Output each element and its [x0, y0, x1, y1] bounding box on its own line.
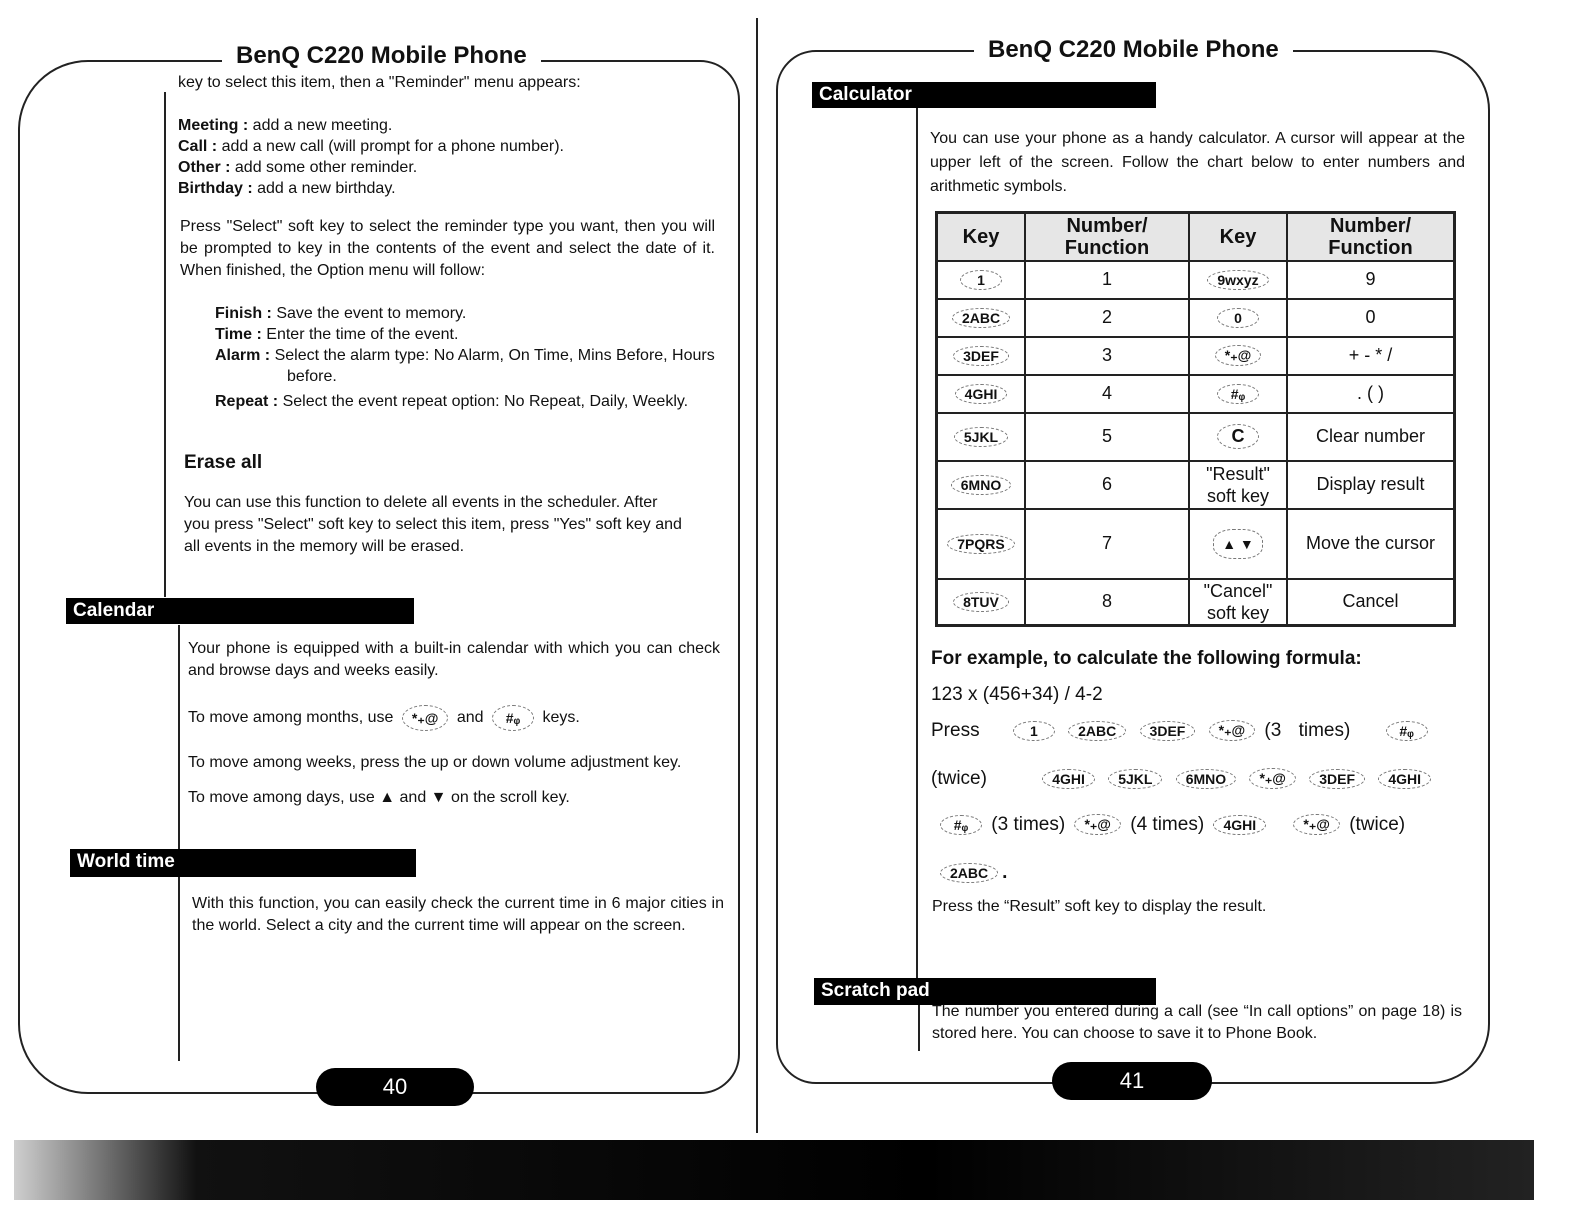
key-1-icon: 1	[1013, 721, 1055, 741]
option-repeat: Repeat : Select the event repeat option: No Repeat, Daily, Weekly.	[215, 393, 689, 410]
table-row: 4GHI 4 #ᵩ . ( )	[937, 375, 1455, 413]
clear-key-icon: C	[1217, 424, 1259, 449]
key-1-icon: 1	[960, 270, 1002, 290]
table-row: 8TUV 8 "Cancel" soft key Cancel	[937, 579, 1455, 626]
right-page-number: 41	[1052, 1062, 1212, 1100]
key-4-icon: 4GHI	[1378, 769, 1431, 789]
scroll-key-icon: ▲ ▼	[1213, 529, 1263, 559]
reminder-other: Other : add some other reminder.	[178, 159, 418, 176]
table-row: 6MNO 6 "Result" soft key Display result	[937, 461, 1455, 509]
key-2-icon: 2ABC	[940, 863, 998, 883]
calendar-weeks-line: To move among weeks, press the up or down volume adjustment key.	[188, 754, 682, 771]
calendar-days-line: To move among days, use ▲ and ▼ on the scroll key.	[188, 789, 570, 806]
erase-all-text: You can use this function to delete all events in the scheduler. After you press "Select" soft key to select this item, press "Yes" soft key and all events in the memory will be erased.	[184, 494, 682, 555]
col-header-function-2: Number/ Function	[1287, 213, 1455, 261]
key-4-icon: 4GHI	[1213, 815, 1266, 835]
calendar-section-bar: Calendar	[66, 598, 414, 624]
key-4-icon: 4GHI	[1042, 769, 1095, 789]
reminder-type-list	[178, 115, 718, 199]
right-page-header: BenQ C220 Mobile Phone	[974, 36, 1293, 64]
world-time-section-bar: World time	[70, 849, 416, 877]
key-star-icon: *₊@	[1209, 720, 1256, 741]
key-4-icon: 4GHI	[955, 384, 1008, 404]
option-finish: Finish : Save the event to memory.	[215, 305, 467, 322]
calendar-months-line: To move among months, use *₊@ and #ᵩ keys.	[188, 705, 728, 731]
calendar-text: Your phone is equipped with a built-in calendar with which you can check and browse days and weeks easily.	[188, 640, 720, 679]
key-2-icon: 2ABC	[1068, 721, 1126, 741]
col-header-function: Number/ Function	[1025, 213, 1189, 261]
erase-all-heading: Erase all	[184, 452, 263, 473]
right-content-rule	[916, 108, 918, 978]
calculator-section-bar: Calculator	[812, 82, 1156, 108]
key-6-icon: 6MNO	[951, 475, 1011, 495]
select-paragraph: Press "Select" soft key to select the reminder type you want, then you will be prompted to key in the contents of the event and select the date of it. When finished, the Option menu will follow:	[180, 218, 715, 279]
key-star-icon: *₊@	[1249, 768, 1296, 789]
key-7-icon: 7PQRS	[947, 534, 1014, 554]
key-star-icon: *₊@	[1215, 345, 1262, 366]
key-3-icon: 3DEF	[1309, 769, 1365, 789]
table-row: 7PQRS 7 ▲ ▼ Move the cursor	[937, 509, 1455, 579]
left-page-number: 40	[316, 1068, 474, 1106]
option-alarm: Alarm : Select the alarm type: No Alarm, On Time, Mins Before, Hours before.	[215, 347, 715, 385]
col-header-key-2: Key	[1189, 213, 1287, 261]
scratch-pad-text: The number you entered during a call (see “In call options” on page 18) is stored here. You can choose to save it to Phone Book.	[932, 1003, 1462, 1042]
key-star-icon: *₊@	[1074, 814, 1121, 835]
example-heading: For example, to calculate the following formula:	[931, 648, 1362, 669]
reminder-meeting: Meeting : add a new meeting.	[178, 117, 393, 134]
calculator-intro: You can use your phone as a handy calculator. A cursor will appear at the upper left of the screen. Follow the chart below to enter numbers and arithmetic symbols.	[930, 130, 1465, 195]
key-star-icon: *₊@	[1293, 814, 1340, 835]
star-key-icon: *₊@	[402, 705, 449, 731]
left-page-header: BenQ C220 Mobile Phone	[222, 42, 541, 70]
result-soft-key: "Result" soft key	[1189, 461, 1287, 509]
key-5-icon: 5JKL	[1108, 769, 1162, 789]
key-8-icon: 8TUV	[953, 592, 1009, 612]
key-5-icon: 5JKL	[954, 427, 1008, 447]
key-hash-icon: #ᵩ	[940, 815, 982, 835]
example-formula: 123 x (456+34) / 4-2	[931, 684, 1103, 705]
result-instruction: Press the “Result” soft key to display the result.	[932, 898, 1267, 915]
cancel-soft-key: "Cancel" soft key	[1189, 579, 1287, 626]
table-row: 3DEF 3 *₊@ + - * /	[937, 337, 1455, 375]
key-2-icon: 2ABC	[952, 308, 1010, 328]
key-0-icon: 0	[1217, 308, 1259, 328]
example-line-4: 2ABC .	[936, 862, 1007, 884]
book-spine	[756, 18, 758, 1133]
right-content-rule-lower	[918, 1003, 920, 1051]
reminder-intro: key to select this item, then a "Reminder" menu appears:	[178, 74, 581, 91]
key-hash-icon: #ᵩ	[1386, 721, 1428, 741]
down-arrow-icon: ▼	[430, 789, 447, 806]
key-6-icon: 6MNO	[1176, 769, 1236, 789]
left-content-rule	[164, 92, 166, 597]
table-row: 5JKL 5 C Clear number	[937, 413, 1455, 461]
reminder-birthday: Birthday : add a new birthday.	[178, 180, 396, 197]
example-line-3: #ᵩ (3 times) *₊@ (4 times) 4GHI *₊@ (twice)	[936, 814, 1405, 836]
reminder-call: Call : add a new call (will prompt for a phone number).	[178, 138, 564, 155]
option-time: Time : Enter the time of the event.	[215, 326, 459, 343]
table-row: 2ABC 2 0 0	[937, 299, 1455, 337]
example-line-2: (twice) 4GHI 5JKL 6MNO *₊@ 3DEF 4GHI	[931, 768, 1435, 790]
world-time-text: With this function, you can easily check the current time in 6 major cities in the world. Select a city and the current time will appear on the screen.	[192, 895, 724, 934]
up-arrow-icon: ▲	[379, 789, 396, 806]
hash-key-icon: #ᵩ	[492, 705, 534, 731]
table-header-row	[937, 213, 1455, 261]
example-line-1: Press 1 2ABC 3DEF *₊@ (3 times) #ᵩ	[931, 720, 1432, 742]
key-3-icon: 3DEF	[1140, 721, 1196, 741]
key-3-icon: 3DEF	[953, 346, 1009, 366]
key-hash-icon: #ᵩ	[1217, 384, 1259, 404]
key-9-icon: 9wxyz	[1207, 270, 1268, 290]
left-content-rule-lower	[178, 625, 180, 1061]
scratch-pad-section-bar: Scratch pad	[814, 978, 1156, 1005]
option-menu-list	[215, 303, 715, 412]
table-row: 1 1 9wxyz 9	[937, 261, 1455, 299]
calculator-key-table	[935, 211, 1456, 627]
scan-shadow-band	[14, 1140, 1534, 1200]
col-header-key: Key	[937, 213, 1026, 261]
